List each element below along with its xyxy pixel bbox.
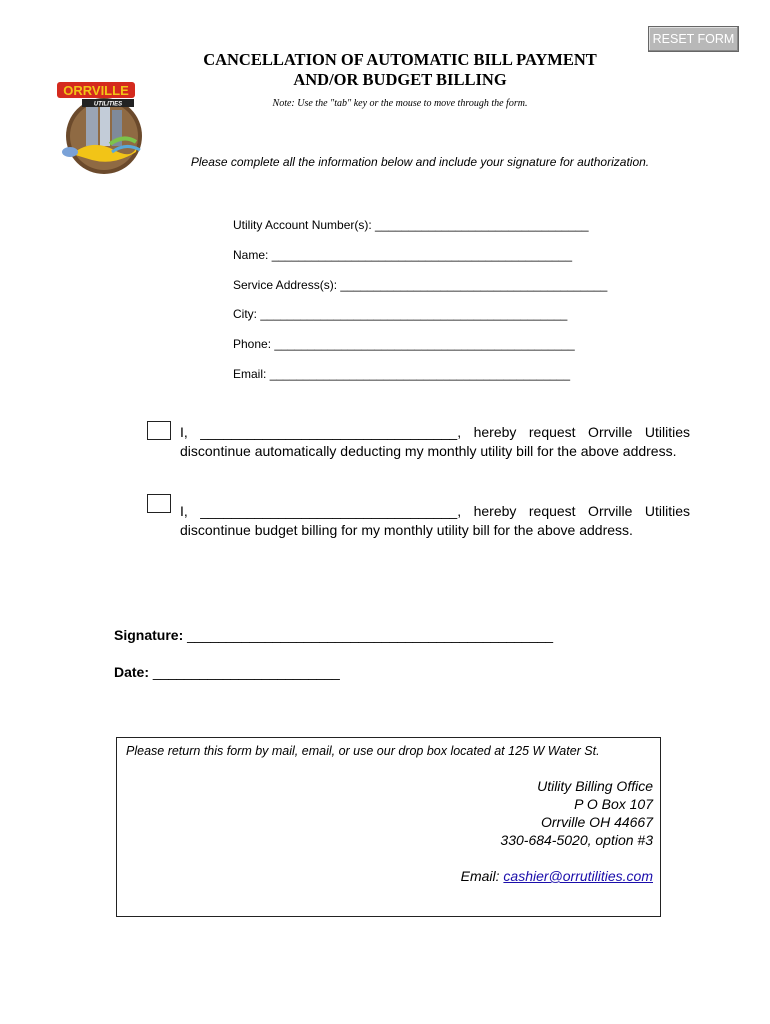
signature-field[interactable] [114,627,553,643]
email-label: Email: [233,367,267,381]
office-name: Utility Billing Office [537,778,653,794]
auto-payment-checkbox[interactable] [147,421,171,440]
office-email-link[interactable]: cashier@orrutilities.com [503,868,653,884]
account-number-label: Utility Account Number(s): [233,218,372,232]
auto-payment-request-text: I, _________________________________, hereby request Orrville Utilities discontinue automatically deducting my monthly utility bill for the above address. [180,424,690,459]
title-line-2: AND/OR BUDGET BILLING [293,70,507,89]
instructions: Please complete all the information below and include your signature for authorization. [190,155,650,169]
city-label: City: [233,307,257,321]
name-line[interactable]: _____________________________________________ [271,248,573,262]
account-number-field[interactable] [233,218,589,232]
date-field[interactable] [114,664,340,680]
city-line[interactable]: ______________________________________________ [260,307,568,321]
budget-billing-checkbox[interactable] [147,494,171,513]
office-email-label: Email: [460,868,500,884]
logo-text: ORRVILLE [63,83,129,98]
service-address-line[interactable]: ________________________________________ [340,278,608,292]
office-email [461,867,653,885]
page-title [160,50,640,90]
phone-field[interactable] [233,337,575,351]
city-state-zip: Orrville OH 44667 [540,814,653,830]
name-label: Name: [233,248,269,262]
return-note: Please return this form by mail, email, or use our drop box located at 125 W Water St. [126,744,600,758]
signature-line[interactable]: _______________________________________________ [187,627,554,643]
email-field[interactable] [233,367,570,381]
phone-label: Phone: [233,337,272,351]
budget-billing-request-text: I, _________________________________, hereby request Orrville Utilities discontinue budget billing for my monthly utility bill for the above address. [180,503,690,538]
date-line[interactable]: ________________________ [152,664,340,680]
account-number-line[interactable]: ________________________________ [375,218,589,232]
service-address-label: Service Address(s): [233,278,338,292]
date-label: Date: [114,664,150,680]
logo-subtext: UTILITIES [93,101,123,108]
signature-label: Signature: [114,627,184,643]
office-phone: 330-684-5020, option #3 [500,832,653,848]
service-address-field[interactable] [233,278,607,292]
city-field[interactable] [233,307,567,321]
email-line[interactable]: _____________________________________________ [269,367,571,381]
tab-note: Note: Use the "tab" key or the mouse to move through the form. [272,98,528,109]
name-field[interactable] [233,248,572,262]
phone-line[interactable]: _____________________________________________ [274,337,575,351]
title-line-1: CANCELLATION OF AUTOMATIC BILL PAYMENT [203,50,597,69]
reset-form-button[interactable]: RESET FORM [648,26,739,52]
po-box: P O Box 107 [574,796,653,812]
